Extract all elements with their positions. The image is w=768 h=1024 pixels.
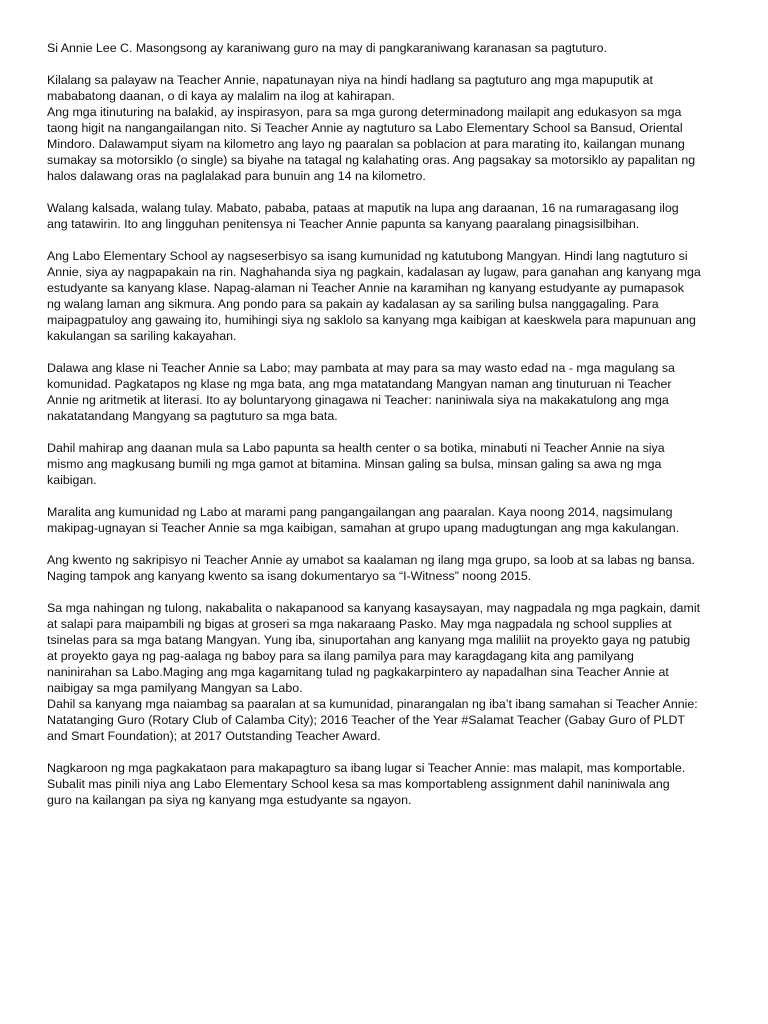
text-line: nakatatandang Mangyang sa pagtuturo sa mga bata.	[47, 409, 338, 423]
paragraph-donations	[47, 600, 737, 696]
paragraph-classes	[47, 360, 737, 424]
text-line: komunidad. Pagkatapos ng klase ng mga bata, ang mga matatandang Mangyan naman ang tinuturuan ni Teacher	[47, 377, 672, 391]
text-line: Annie, siya ay nagpapakain na rin. Naghahanda siya ng pagkain, kadalasan ay lugaw, para ganahan ang kanyang mga	[47, 265, 701, 279]
paragraph-feeding	[47, 248, 737, 344]
text-line: Ang mga itinuturing na balakid, ay inspirasyon, para sa mga gurong determinadong mailapit ang edukasyon sa mga	[47, 105, 682, 119]
text-line: maipagpatuloy ang gawaing ito, humihingi siya ng saklolo sa kanyang mga kaibigan at kaeskwela para mapunuan ang	[47, 313, 696, 327]
text-line: Maralita ang kumunidad ng Labo at marami pang pangangailangan ang paaralan. Kaya noong 2014, nagsimulang	[47, 505, 673, 519]
text-line: mababatong daanan, o di kaya ay malalim na ilog at kahirapan.	[47, 89, 395, 103]
text-line: taong higit na nangangailangan nito. Si Teacher Annie ay nagtuturo sa Labo Elementary School sa Bansud, Oriental	[47, 121, 683, 135]
text-line: naibigay sa mga pamilyang Mangyan sa Labo.	[47, 681, 303, 695]
text-line: sumakay sa motorsiklo (o single) sa biyahe na tatagal ng kalahating oras. Ang pagsakay sa motorsiklo ay papalitan ng	[47, 153, 696, 167]
text-line: Ang kwento ng sakripisyo ni Teacher Annie ay umabot sa kaalaman ng ilang mga grupo, sa loob at sa labas ng bansa.	[47, 553, 695, 567]
text-line: Ang Labo Elementary School ay nagseserbisyo sa isang kumunidad ng katutubong Mangyan. Hindi lang nagtuturo si	[47, 249, 688, 263]
paragraph-conclusion	[47, 760, 737, 808]
text-line: Kilalang sa palayaw na Teacher Annie, napatunayan niya na hindi hadlang sa pagtuturo ang mga mapuputik at	[47, 73, 653, 87]
text-line: Annie ng aritmetik at literasi. Ito ay boluntaryong ginagawa ni Teacher: naniniwala siya na makakatulong ang mga	[47, 393, 669, 407]
paragraph-documentary	[47, 552, 737, 584]
text-line: tsinelas para sa mga batang Mangyan. Yung iba, sinuportahan ang kanyang mga maliliit na proyekto gaya ng patubig	[47, 633, 691, 647]
text-line: estudyante sa kanyang klase. Napag-alaman ni Teacher Annie na karamihan ng kanyang estudyante ay pumapasok	[47, 281, 684, 295]
paragraph-obstacles	[47, 104, 737, 184]
text-line: Sa mga nahingan ng tulong, nakabalita o nakapanood sa kanyang kasaysayan, may nagpadala ng mga pagkain, damit	[47, 601, 701, 615]
paragraph-intro	[47, 40, 737, 56]
text-line: ng walang laman ang sikmura. Ang pondo para sa pakain ay kadalasan ay sa sariling bulsa nanggagaling. Para	[47, 297, 659, 311]
text-line: kaibigan.	[47, 473, 97, 487]
paragraph-teacher-annie	[47, 72, 737, 104]
text-line: ang tatawirin. Ito ang lingguhan penitensya ni Teacher Annie papunta sa kanyang paaralang pinagsisilbihan.	[47, 217, 640, 231]
text-line: Natatanging Guro (Rotary Club of Calamba City); 2016 Teacher of the Year #Salamat Teacher (Gabay Guro of PLDT	[47, 713, 685, 727]
text-line: halos dalawang oras na paglalakad para bunuin ang 14 na kilometro.	[47, 169, 426, 183]
text-line: Subalit mas pinili niya ang Labo Elementary School kesa sa mas komportableng assignment dahil naniniwala ang	[47, 777, 670, 791]
paragraph-awards	[47, 696, 737, 744]
document-page	[47, 40, 737, 824]
text-line: at salapi para maipambili ng bigas at groseri sa mga nakaraang Pasko. May mga nagpadala ng school supplies at	[47, 617, 672, 631]
paragraph-community-needs	[47, 504, 737, 536]
text-line: and Smart Foundation); at 2017 Outstanding Teacher Award.	[47, 729, 381, 743]
text-line: Dahil sa kanyang mga naiambag sa paaralan at sa kumunidad, pinarangalan ng iba’t ibang samahan si Teacher Annie:	[47, 697, 698, 711]
paragraph-journey	[47, 200, 737, 232]
text-line: Dalawa ang klase ni Teacher Annie sa Labo; may pambata at may para sa may wasto edad na - mga magulang sa	[47, 361, 675, 375]
text-line: mismo ang magkusang bumili ng mga gamot at bitamina. Minsan galing sa bulsa, minsan galing sa awa ng mga	[47, 457, 662, 471]
text-line: kakulangan sa sariling kakayahan.	[47, 329, 237, 343]
text-line: Dahil mahirap ang daanan mula sa Labo papunta sa health center o sa botika, minabuti ni Teacher Annie na siya	[47, 441, 665, 455]
text-line: Nagkaroon ng mga pagkakataon para makapagturo sa ibang lugar si Teacher Annie: mas malapit, mas komportable.	[47, 761, 686, 775]
text-line: Mindoro. Dalawamput siyam na kilometro ang layo ng paaralan sa poblacion at para marating ito, kailangan munang	[47, 137, 685, 151]
text-line: Si Annie Lee C. Masongsong ay karaniwang guro na may di pangkaraniwang karanasan sa pagtuturo.	[47, 41, 608, 55]
paragraph-medicine	[47, 440, 737, 488]
text-line: makipag-ugnayan si Teacher Annie sa mga kaibigan, samahan at grupo upang madugtungan ang mga kakulangan.	[47, 521, 680, 535]
text-line: at proyekto gaya ng pag-aalaga ng baboy para sa ilang pamilya para may karagdagang kita ang pamilyang	[47, 649, 634, 663]
text-line: guro na kailangan pa siya ng kanyang mga estudyante sa ngayon.	[47, 793, 412, 807]
text-line: naninirahan sa Labo.Maging ang mga kagamitang tulad ng pagkakarpintero ay napadalhan sina Teacher Annie at	[47, 665, 669, 679]
text-line: Walang kalsada, walang tulay. Mabato, pababa, pataas at maputik na lupa ang daraanan, 16 na rumaragasang ilog	[47, 201, 679, 215]
text-line: Naging tampok ang kanyang kwento sa isang dokumentaryo sa “I-Witness” noong 2015.	[47, 569, 532, 583]
